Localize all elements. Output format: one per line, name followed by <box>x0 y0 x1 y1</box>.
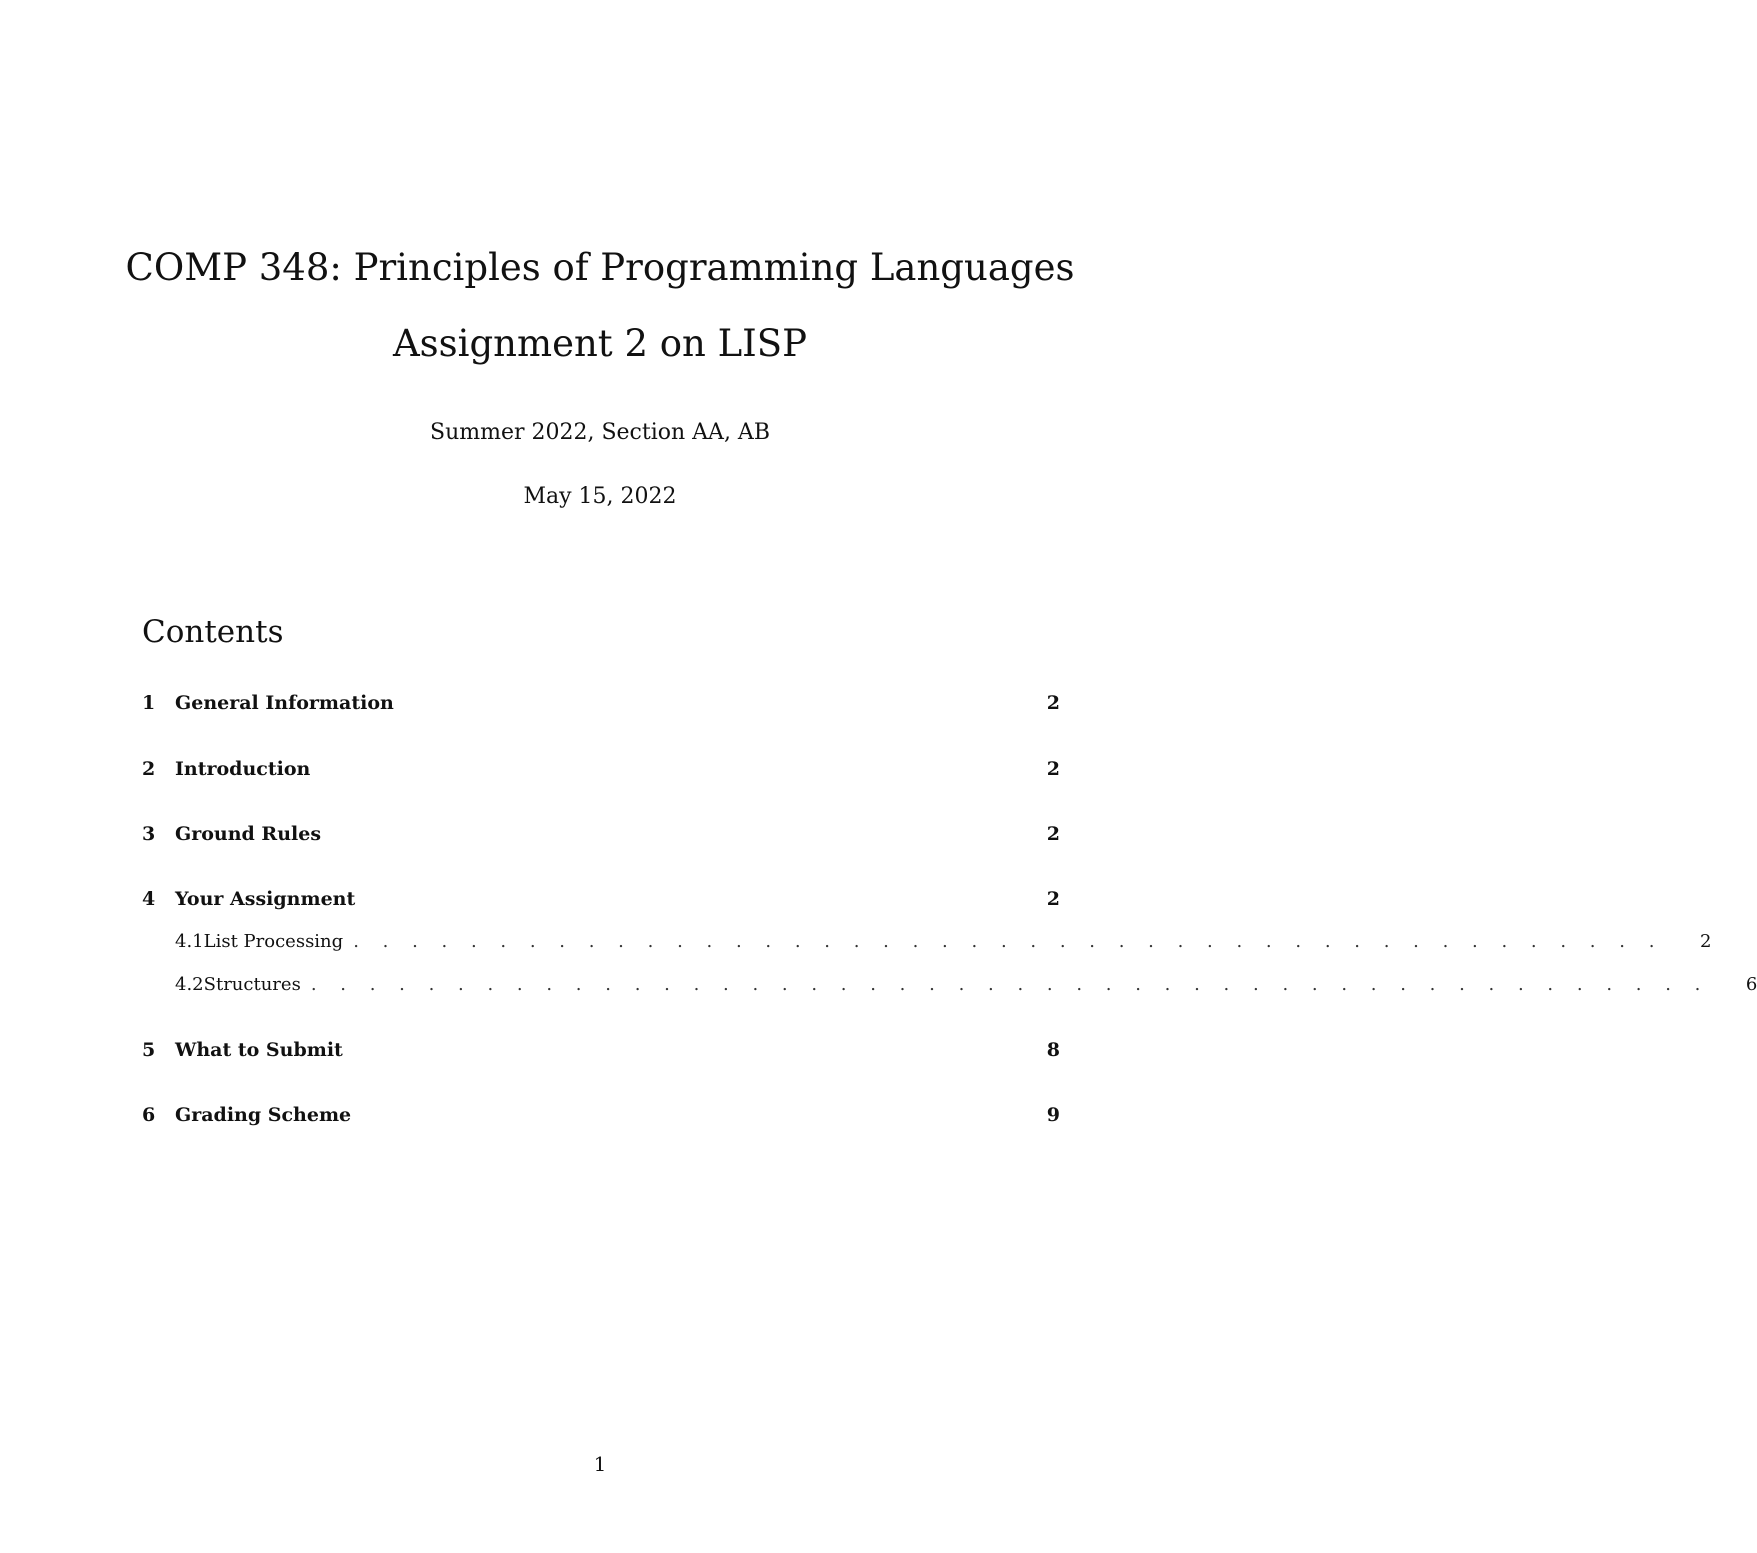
toc-entry-page: 2 <box>1046 823 1060 845</box>
toc-entry-general-information[interactable] <box>142 692 1060 718</box>
toc-entry-page: 2 <box>1046 888 1060 910</box>
toc-entry-title: What to Submit <box>175 1039 343 1061</box>
toc-entry-grading-scheme[interactable] <box>142 1104 1060 1130</box>
toc-entry-number: 1 <box>142 692 156 714</box>
toc-entry-structures[interactable] <box>175 974 1757 1000</box>
toc-entry-title: Introduction <box>175 758 311 780</box>
toc-entry-title: General Information <box>175 692 394 714</box>
toc-entry-page: 2 <box>1046 758 1060 780</box>
toc-entry-list-processing[interactable] <box>175 931 1712 957</box>
term-section: Summer 2022, Section AA, AB <box>430 420 770 445</box>
page-number: 1 <box>593 1452 607 1476</box>
toc-entry-title: Ground Rules <box>175 823 322 845</box>
toc-leader-dots: . . . . . . . . . . . . . . . . . . . . . . . . . . . . . . . . . . . . . . . . . . . . . . . . <box>310 974 1710 995</box>
toc-entry-number: 2 <box>142 758 156 780</box>
toc-entry-page: 2 <box>1046 692 1060 714</box>
toc-entry-page: 8 <box>1046 1039 1060 1061</box>
toc-entry-number: 4.2 <box>175 974 204 995</box>
toc-entry-page: 2 <box>1699 931 1712 952</box>
toc-entry-number: 4.1 <box>175 931 204 952</box>
toc-entry-page: 6 <box>1745 974 1757 995</box>
toc-entry-title: Structures <box>203 974 301 995</box>
toc-entry-introduction[interactable] <box>142 758 1060 784</box>
toc-entry-page: 9 <box>1046 1104 1060 1126</box>
document-subtitle-assignment: Assignment 2 on LISP <box>392 322 808 365</box>
toc-entry-number: 5 <box>142 1039 156 1061</box>
contents-heading: Contents <box>142 614 284 650</box>
document-date: May 15, 2022 <box>523 484 677 509</box>
toc-entry-your-assignment[interactable] <box>142 888 1060 914</box>
toc-entry-title: List Processing <box>203 931 344 952</box>
toc-entry-what-to-submit[interactable] <box>142 1039 1060 1065</box>
toc-leader-dots: . . . . . . . . . . . . . . . . . . . . . . . . . . . . . . . . . . . . . . . . . . . . . <box>353 931 1664 952</box>
toc-entry-number: 4 <box>142 888 156 910</box>
toc-entry-number: 3 <box>142 823 156 845</box>
toc-entry-ground-rules[interactable] <box>142 823 1060 849</box>
toc-entry-title: Your Assignment <box>175 888 356 910</box>
toc-entry-number: 6 <box>142 1104 156 1126</box>
document-title: COMP 348: Principles of Programming Languages <box>125 246 1075 289</box>
toc-entry-title: Grading Scheme <box>175 1104 352 1126</box>
